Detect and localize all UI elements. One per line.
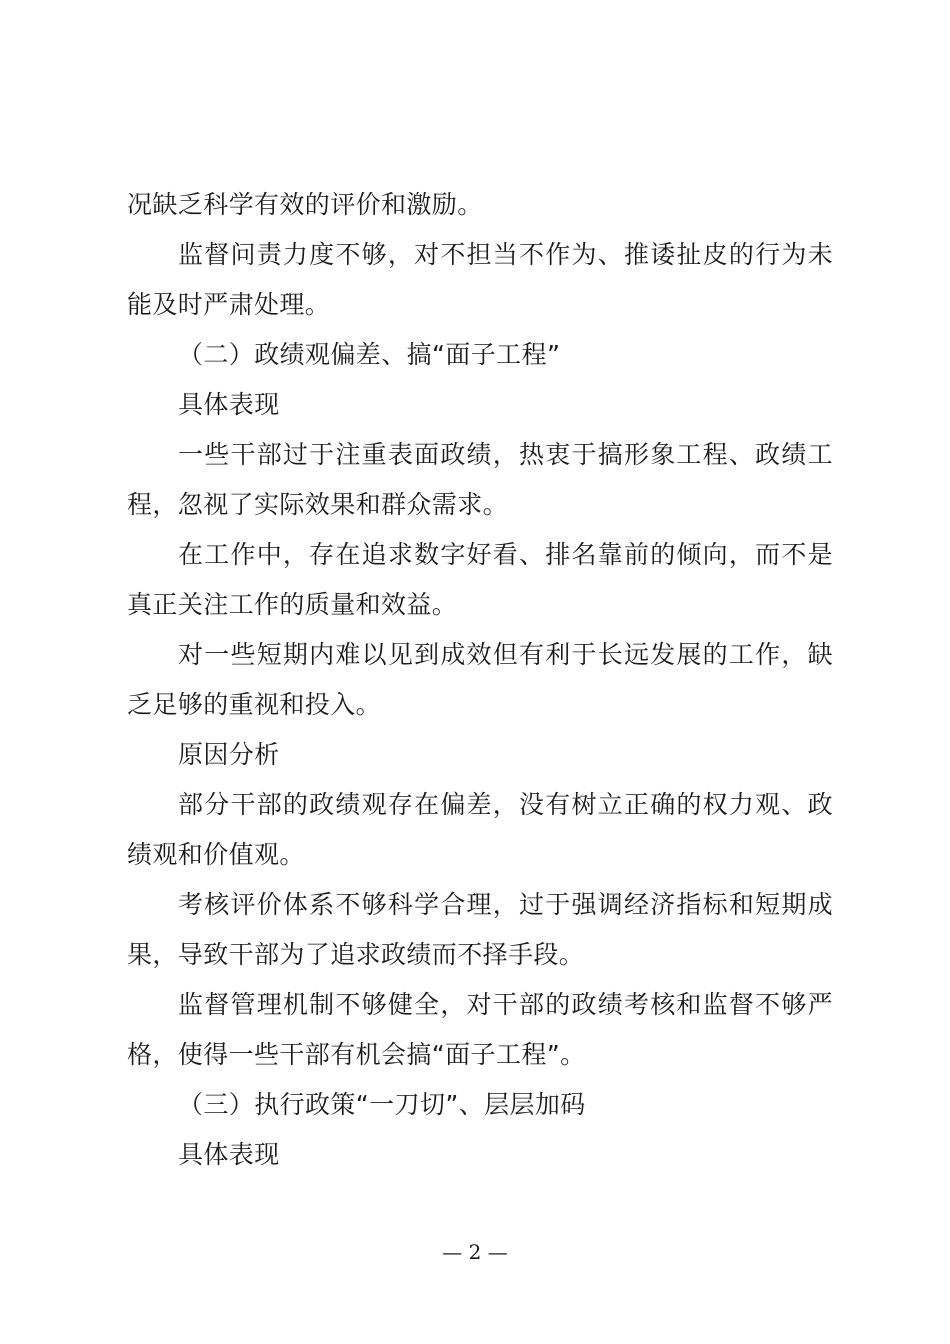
page-number: — 2 — <box>442 1240 508 1264</box>
paragraph-long-term-work: 对一些短期内难以见到成效但有利于长远发展的工作，缺乏足够的重视和投入。 <box>127 640 833 719</box>
paragraph-evaluation-system: 考核评价体系不够科学合理，过于强调经济指标和短期成果，导致干部为了追求政绩而不择手段。 <box>127 890 833 969</box>
subheading-manifestations-2: 具体表现 <box>178 1140 280 1169</box>
paragraph-continuation: 况缺乏科学有效的评价和激励。 <box>127 190 483 219</box>
section-heading-3: （三）执行政策“一刀切”、层层加码 <box>178 1090 586 1119</box>
subheading-manifestations: 具体表现 <box>178 390 280 419</box>
paragraph-numbers-ranking: 在工作中，存在追求数字好看、排名靠前的倾向，而不是真正关注工作的质量和效益。 <box>127 540 833 619</box>
subheading-cause-analysis: 原因分析 <box>178 740 280 769</box>
paragraph-view-deviation: 部分干部的政绩观存在偏差，没有树立正确的权力观、政绩观和价值观。 <box>127 790 833 869</box>
paragraph-accountability: 监督问责力度不够，对不担当不作为、推诿扯皮的行为未能及时严肃处理。 <box>127 240 833 319</box>
paragraph-surface-achievements: 一些干部过于注重表面政绩，热衷于搞形象工程、政绩工程，忽视了实际效果和群众需求。 <box>127 440 833 519</box>
section-heading-2: （二）政绩观偏差、搞“面子工程” <box>178 340 561 369</box>
paragraph-supervision-mechanism: 监督管理机制不够健全，对干部的政绩考核和监督不够严格，使得一些干部有机会搞“面子工程”。 <box>127 990 833 1069</box>
document-body <box>127 180 833 1180</box>
